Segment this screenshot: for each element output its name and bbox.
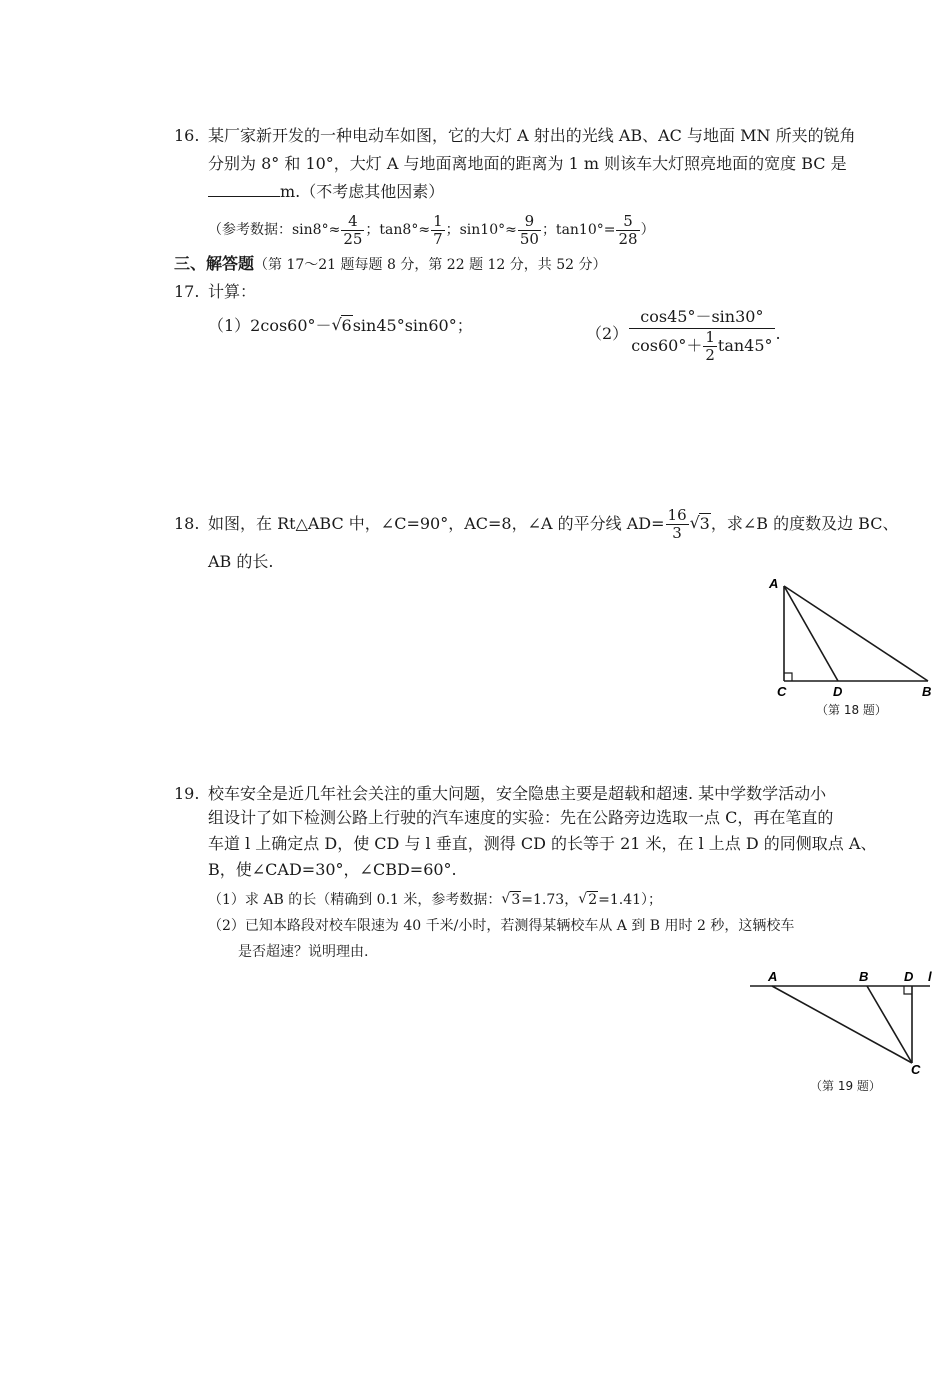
q18-radicand: 3	[699, 514, 710, 533]
q18-caption: （第 18 题）	[816, 703, 887, 717]
q16-ref-fraction-1	[341, 213, 364, 248]
q16-ref-suffix: ）	[640, 222, 655, 238]
q17-p2-fraction	[629, 306, 774, 364]
q19-p1-suffix: =1.41）；	[598, 892, 663, 908]
q18-sqrt	[690, 502, 711, 546]
q17-p1-prefix: （1）2cos60°－	[208, 316, 332, 335]
q17-p2-half-den: 2	[705, 345, 715, 364]
q16-line3	[208, 180, 444, 204]
q17-part2	[586, 304, 781, 364]
q17-p2-suffix: .	[775, 324, 781, 343]
q16-ref-prefix: （参考数据：sin8°≈	[208, 222, 341, 238]
q17-part1	[208, 314, 473, 338]
q16-ref-f4-num: 5	[616, 213, 639, 231]
q19-label-c: C	[911, 1062, 921, 1077]
q18-bisector-ad	[784, 586, 838, 681]
q19-right-angle-mark	[904, 986, 912, 994]
q19-number: 19.	[174, 784, 200, 803]
q18-label-a: A	[769, 576, 779, 591]
q17-p2-half	[703, 329, 717, 364]
q18-line2: AB 的长.	[208, 552, 274, 571]
section3-title: 三、解答题	[174, 254, 255, 273]
q17-p1-suffix: sin45°sin60°；	[352, 316, 473, 335]
q19-caption: （第 19 题）	[810, 1079, 881, 1093]
q17-p2-denominator	[629, 329, 774, 364]
q19-p1-radicand-2: 2	[588, 892, 598, 908]
q16-ref-f3-num: 9	[518, 213, 541, 231]
q18-label-d: D	[833, 684, 843, 699]
q19-line1: 校车安全是近几年社会关注的重大问题，安全隐患主要是超载和超速. 某中学数学活动小	[208, 784, 827, 803]
q16-line1: 某厂家新开发的一种电动车如图，它的大灯 A 射出的光线 AB、AC 与地面 MN 所夹的锐角	[208, 126, 856, 145]
q19-label-a: A	[768, 969, 778, 984]
section3-note: （第 17～21 题每题 8 分，第 22 题 12 分，共 52 分）	[254, 257, 607, 273]
q16-answer-blank[interactable]	[208, 182, 280, 197]
q16-ref-f1-den: 25	[343, 229, 363, 248]
q19-part1	[208, 888, 662, 912]
q19-p1-mid: =1.73，	[521, 892, 579, 908]
q18-line1-a: 如图，在 Rt△ABC 中，∠C=90°，AC=8，∠A 的平分线 AD=	[208, 514, 665, 533]
q18-label-b: B	[922, 684, 932, 699]
q19-label-b: B	[859, 969, 869, 984]
q18-frac-den: 3	[672, 524, 682, 542]
q19-part2-line1: （2）已知本路段对校车限速为 40 千米/小时，若测得某辆校车从 A 到 B 用时 2 秒，这辆校车	[208, 918, 795, 934]
q16-ref-fraction-2	[431, 213, 445, 248]
q17-number: 17.	[174, 282, 200, 301]
q18-line1	[208, 502, 898, 546]
q16-ref-f1-num: 4	[341, 213, 364, 231]
q16-ref-f2-den: 7	[433, 229, 443, 248]
q18-number: 18.	[174, 514, 200, 533]
q19-p1-sqrt3	[501, 888, 521, 912]
q18-line1-b: ，求∠B 的度数及边 BC、	[710, 514, 899, 533]
q19-p1-sqrt2	[578, 888, 598, 912]
q16-ref-f2-num: 1	[433, 211, 443, 230]
q18-label-c: C	[777, 684, 787, 699]
q16-number: 16.	[174, 126, 200, 145]
q16-line2: 分别为 8° 和 10°，大灯 A 与地面离地面的距离为 1 m 则该车大灯照亮地面的宽度 BC 是	[208, 154, 847, 173]
q16-reference-data	[208, 212, 655, 248]
q19-line2: 组设计了如下检测公路上行驶的汽车速度的实验：先在公路旁边选取一点 C，再在笔直的	[208, 808, 834, 827]
q16-ref-mid3: ；tan10°=	[541, 222, 616, 238]
q19-p1-prefix: （1）求 AB 的长（精确到 0.1 米，参考数据：	[208, 892, 502, 908]
q16-ref-fraction-4	[616, 213, 639, 248]
q19-label-l: l	[928, 969, 932, 984]
q17-p2-den-b: tan45°	[717, 335, 773, 355]
q19-line3: 车道 l 上确定点 D，使 CD 与 l 垂直，测得 CD 的长等于 21 米，在 l 上点 D 的同侧取点 A、	[208, 834, 877, 853]
q19-part2-line2: 是否超速？说明理由.	[238, 944, 369, 960]
q17-p2-den-a: cos60°＋	[631, 335, 703, 355]
q16-ref-f4-den: 28	[618, 229, 638, 248]
q16-line3-text: m.（不考虑其他因素）	[280, 182, 445, 201]
q19-line4: B，使∠CAD=30°，∠CBD=60°.	[208, 860, 457, 879]
q17-p2-prefix: （2）	[586, 324, 629, 343]
q18-right-angle-mark	[784, 673, 792, 681]
section3-header	[174, 252, 607, 277]
q19-p1-radicand-1: 3	[511, 892, 521, 908]
q17-p1-sqrt	[332, 314, 353, 338]
q19-road-figure	[740, 962, 940, 1078]
q16-ref-fraction-3	[518, 213, 541, 248]
q17-p2-half-num: 1	[705, 327, 715, 346]
q17-label: 计算：	[208, 282, 257, 301]
q16-ref-mid1: ；tan8°≈	[365, 222, 431, 238]
q18-frac-num: 16	[667, 506, 687, 524]
q17-p1-radicand: 6	[341, 316, 352, 335]
q18-side-ab	[784, 586, 928, 681]
q16-ref-mid2: ；sin10°≈	[445, 222, 517, 238]
q18-fraction	[666, 507, 689, 542]
q17-p2-numerator: cos45°－sin30°	[629, 306, 774, 329]
q16-ref-f3-den: 50	[519, 229, 539, 248]
q18-triangle-figure	[760, 572, 945, 702]
q19-segment-ac	[772, 986, 912, 1063]
q19-label-d: D	[904, 969, 914, 984]
